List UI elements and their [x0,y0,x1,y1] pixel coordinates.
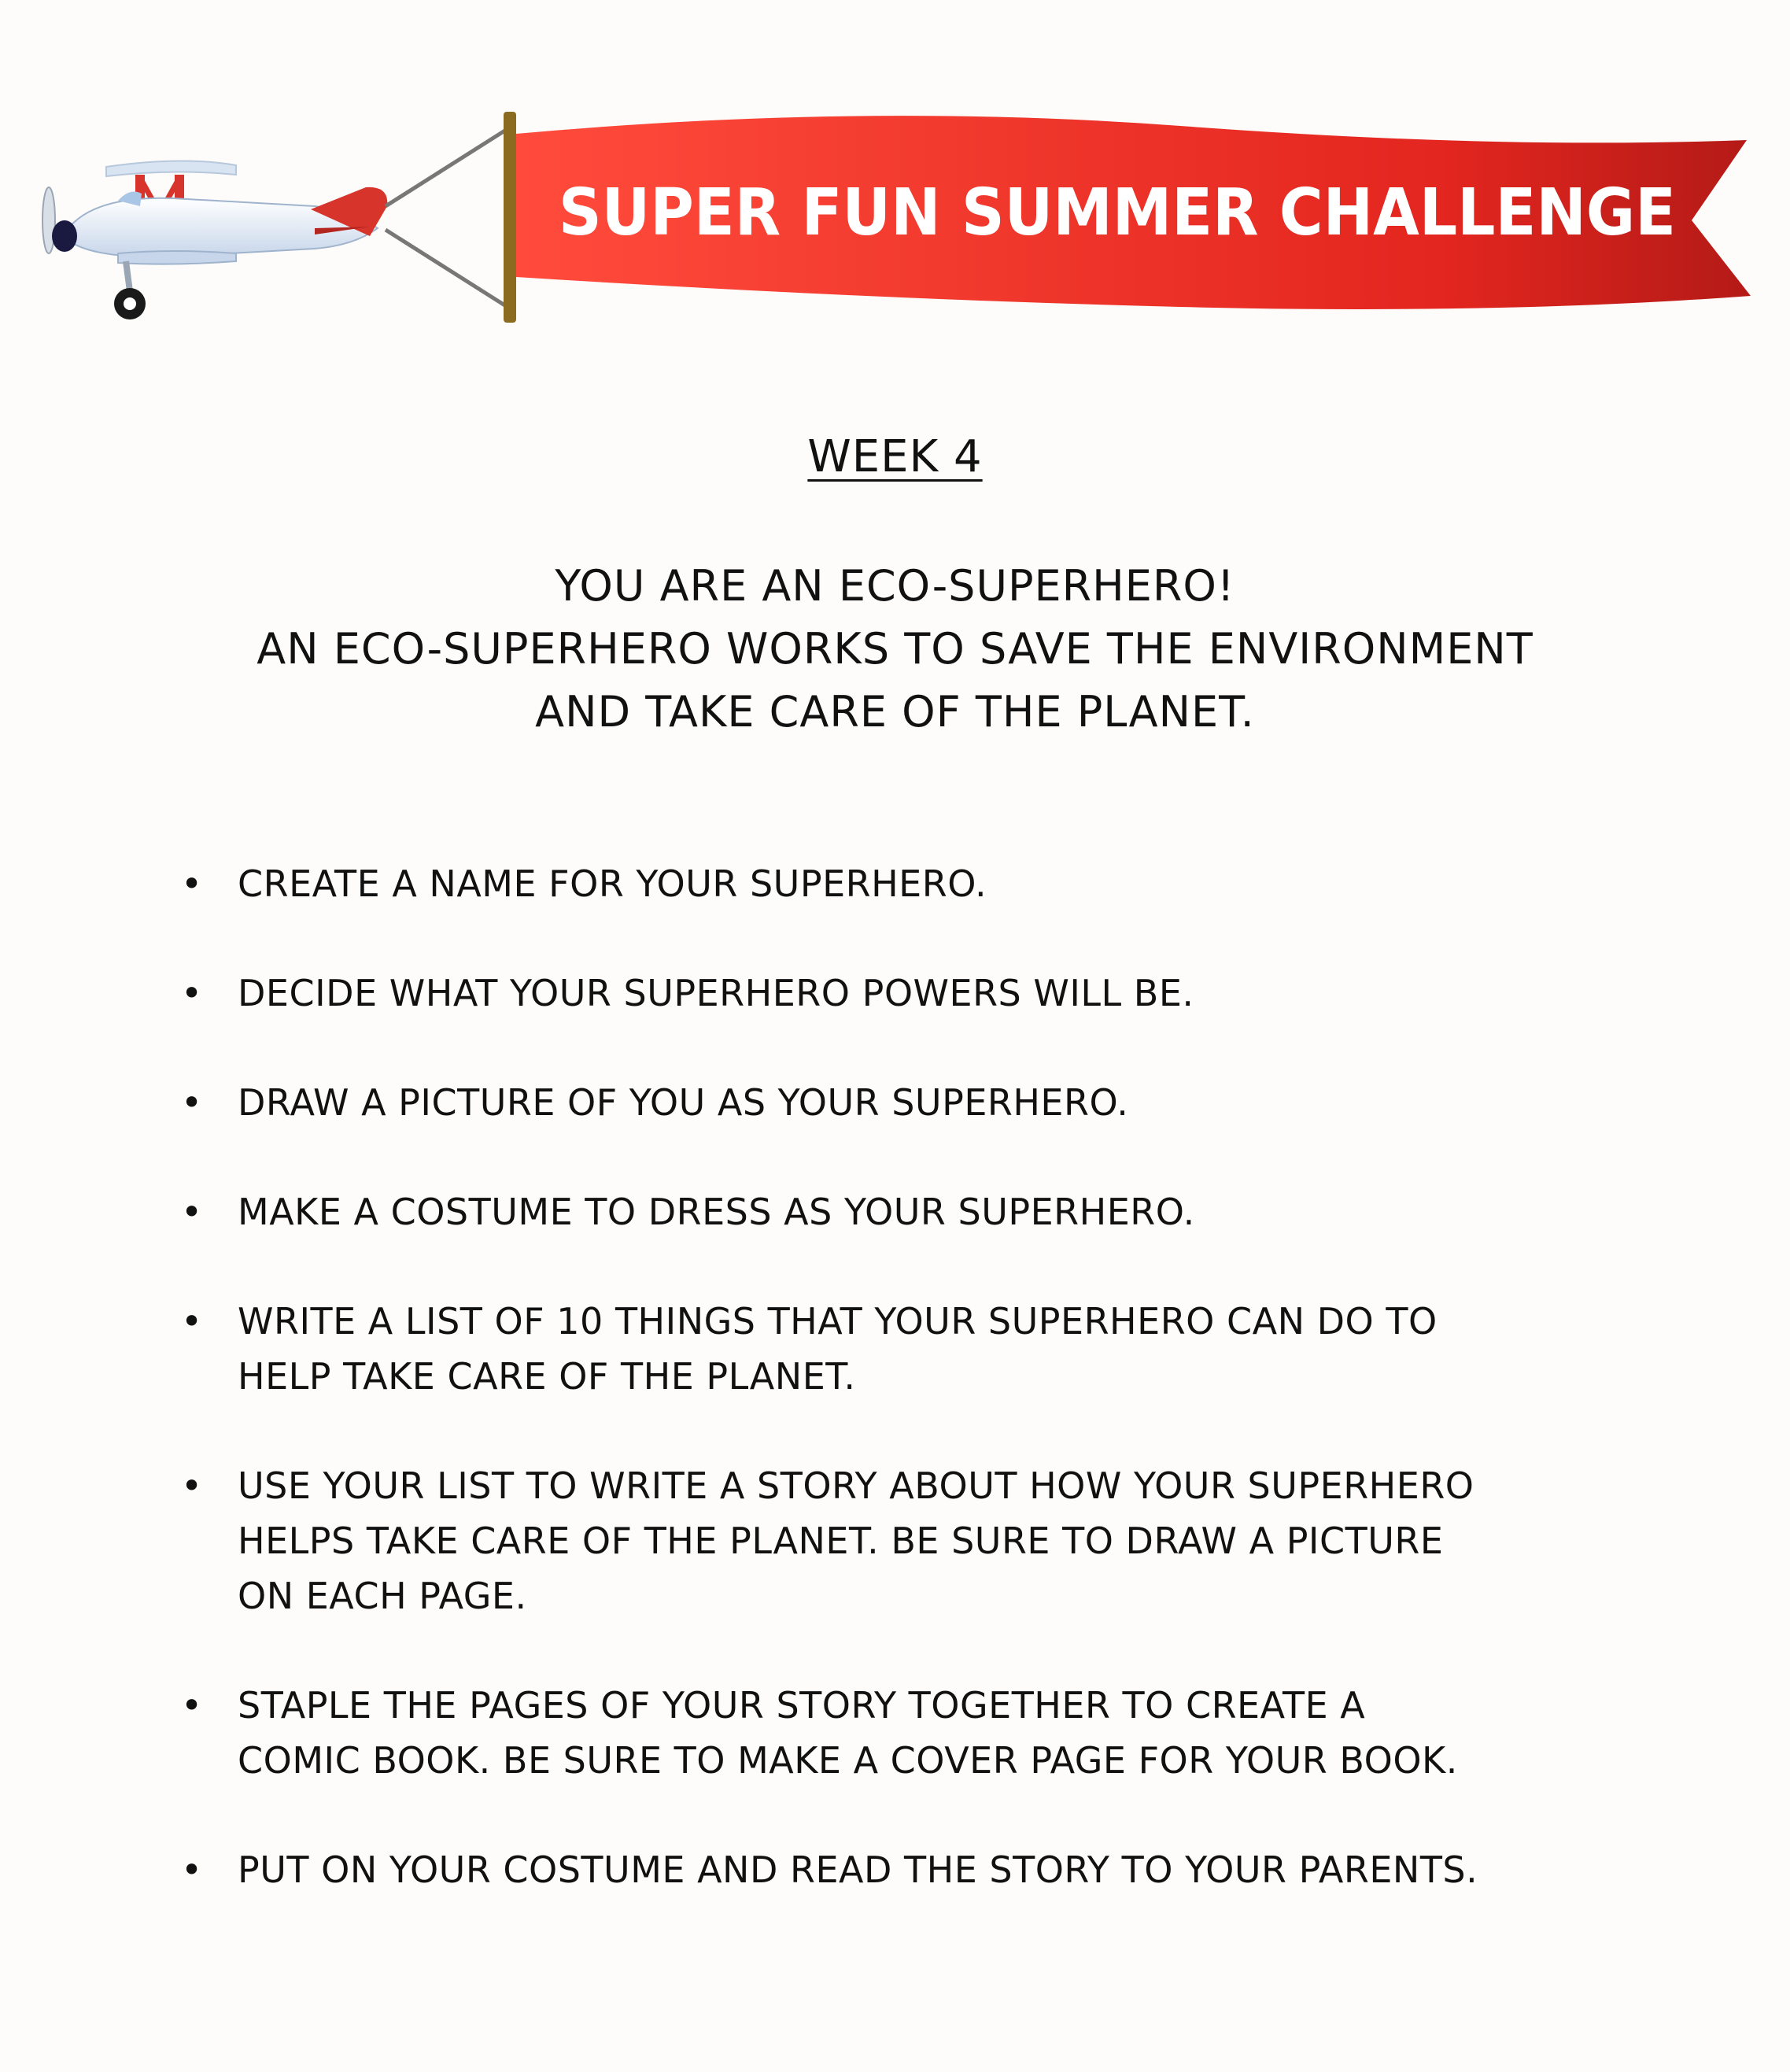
bullet-icon: • [181,1684,203,1727]
list-item [173,856,1637,911]
task-list [173,856,1637,1952]
list-item [173,1842,1637,1897]
task-text: DRAW A PICTURE OF YOU AS YOUR SUPERHERO. [238,1081,1129,1124]
list-item [173,966,1637,1021]
intro-paragraph [0,555,1790,744]
banner-title: SUPER FUN SUMMER CHALLENGE [559,175,1676,250]
bullet-icon: • [181,862,203,905]
header-art [0,0,1790,362]
task-text: COMIC BOOK. BE SURE TO MAKE A COVER PAGE FOR YOUR BOOK. [238,1739,1458,1782]
week-label: WEEK 4 [807,431,983,482]
bullet-icon: • [181,1191,203,1233]
task-text: HELP TAKE CARE OF THE PLANET. [238,1355,856,1398]
intro-line: YOU ARE AN ECO-SUPERHERO! [555,561,1235,611]
intro-line: AND TAKE CARE OF THE PLANET. [535,687,1255,737]
task-text: CREATE A NAME FOR YOUR SUPERHERO. [238,862,987,905]
banner-flag [516,116,1751,309]
list-item [173,1458,1637,1623]
intro-line: AN ECO-SUPERHERO WORKS TO SAVE THE ENVIRONMENT [257,624,1533,674]
task-text: HELPS TAKE CARE OF THE PLANET. BE SURE TO DRAW A PICTURE [238,1520,1444,1562]
task-text: PUT ON YOUR COSTUME AND READ THE STORY TO YOUR PARENTS. [238,1849,1478,1891]
bullet-icon: • [181,1464,203,1507]
bullet-icon: • [181,972,203,1014]
bullet-icon: • [181,1081,203,1124]
task-text: USE YOUR LIST TO WRITE A STORY ABOUT HOW YOUR SUPERHERO [238,1464,1474,1507]
task-text: DECIDE WHAT YOUR SUPERHERO POWERS WILL BE. [238,972,1194,1014]
bullet-icon: • [181,1300,203,1343]
task-text: MAKE A COSTUME TO DRESS AS YOUR SUPERHERO. [238,1191,1195,1233]
task-text: ON EACH PAGE. [238,1575,527,1617]
list-item [173,1678,1637,1788]
bullet-icon: • [181,1849,203,1891]
list-item [173,1184,1637,1239]
task-text: WRITE A LIST OF 10 THINGS THAT YOUR SUPERHERO CAN DO TO [238,1300,1438,1343]
week-heading [0,431,1790,482]
airplane-icon [42,161,387,319]
task-text: STAPLE THE PAGES OF YOUR STORY TOGETHER TO CREATE A [238,1684,1366,1727]
list-item [173,1294,1637,1404]
list-item [173,1075,1637,1130]
